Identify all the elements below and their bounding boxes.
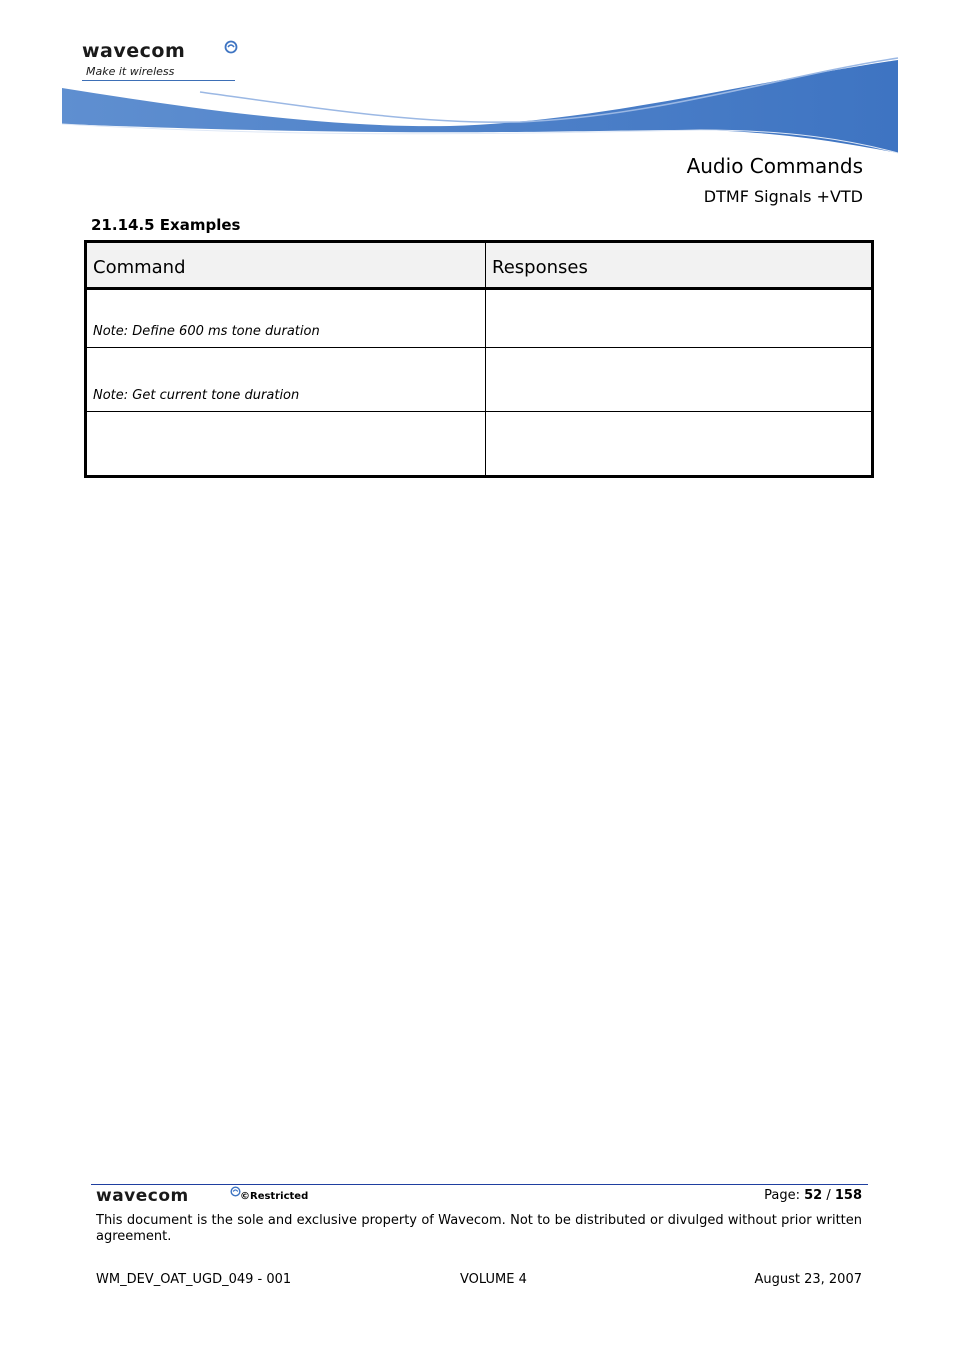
response-cell <box>486 348 873 412</box>
command-cell: Note: Define 600 ms tone duration <box>86 289 486 348</box>
volume-label: VOLUME 4 <box>460 1272 527 1287</box>
table-row <box>86 348 873 412</box>
footer-divider <box>91 1184 868 1185</box>
page-separator: / <box>826 1188 831 1203</box>
examples-table <box>84 240 874 478</box>
column-header-command: Command <box>86 242 486 289</box>
footer-logo-wordmark: wavecom <box>96 1186 189 1206</box>
section-title: Audio Commands <box>686 154 863 178</box>
command-cell: Note: Get current tone duration <box>86 348 486 412</box>
table-header-row <box>86 242 873 289</box>
logo-tagline: Make it wireless <box>86 65 175 78</box>
logo-swirl-icon <box>224 40 238 54</box>
subsection-heading: 21.14.5 Examples <box>91 216 241 234</box>
logo-wordmark: wavecom <box>82 40 186 62</box>
page-number <box>764 1188 862 1203</box>
response-cell <box>486 412 873 477</box>
logo-underline <box>82 80 235 81</box>
wavecom-logo <box>82 40 242 84</box>
page-label: Page: <box>764 1188 800 1203</box>
command-cell <box>86 412 486 477</box>
page-total: 158 <box>834 1188 862 1203</box>
column-header-responses: Responses <box>486 242 873 289</box>
section-subtitle: DTMF Signals +VTD <box>703 187 863 206</box>
footer-wavecom-logo <box>96 1186 336 1206</box>
response-cell <box>486 289 873 348</box>
table-row <box>86 289 873 348</box>
document-reference: WM_DEV_OAT_UGD_049 - 001 <box>96 1272 292 1287</box>
table-row <box>86 412 873 477</box>
restricted-label: ©Restricted <box>240 1191 309 1202</box>
document-date: August 23, 2007 <box>754 1272 862 1287</box>
page-current: 52 <box>804 1188 823 1203</box>
disclaimer-text: This document is the sole and exclusive property of Wavecom. Not to be distributed or divulged without prior written agreement. <box>96 1213 862 1244</box>
